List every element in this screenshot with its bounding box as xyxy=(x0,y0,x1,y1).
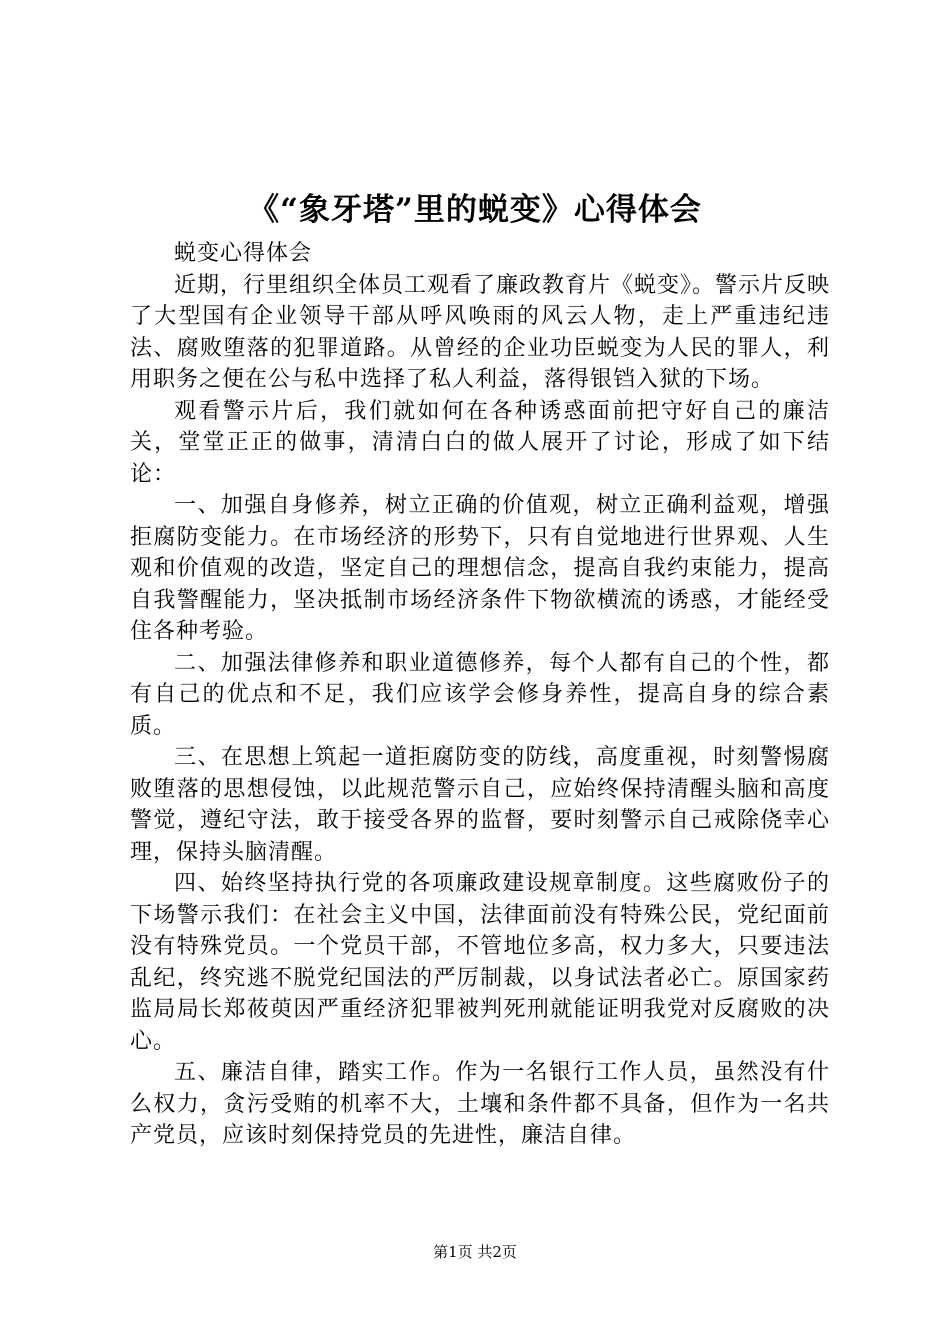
document-body xyxy=(130,238,830,1152)
paragraph-point-3: 三、在思想上筑起一道拒腐防变的防线，高度重视，时刻警惕腐败堕落的思想侵蚀，以此规范警示自己，应始终保持清醒头脑和高度警觉，遵纪守法，敢于接受各界的监督，要时刻警示自己戒除侥幸心理，保持头脑清醒。 xyxy=(130,745,830,865)
paragraph-point-4: 四、始终坚持执行党的各项廉政建设规章制度。这些腐败份子的下场警示我们：在社会主义中国，法律面前没有特殊公民，党纪面前没有特殊党员。一个党员干部，不管地位多高，权力多大，只要违法乱纪，终究逃不脱党纪国法的严厉制裁，以身试法者必亡。原国家药监局局长郑莜萸因严重经济犯罪被判死刑就能证明我党对反腐败的决心。 xyxy=(130,871,830,1054)
paragraph-point-2: 二、加强法律修养和职业道德修养，每个人都有自己的个性，都有自己的优点和不足，我们应该学会修身养性，提高自身的综合素质。 xyxy=(130,650,830,739)
paragraph-subtitle: 蜕变心得体会 xyxy=(174,241,313,266)
paragraph-intro: 近期，行里组织全体员工观看了廉政教育片《蜕变》。警示片反映了大型国有企业领导干部从呼风唤雨的风云人物，走上严重违纪违法、腐败堕落的犯罪道路。从曾经的企业功臣蜕变为人民的罪人，利用职务之便在公与私中选择了私人利益，落得银铛入狱的下场。 xyxy=(130,272,831,392)
paragraph-discussion: 观看警示片后，我们就如何在各种诱惑面前把守好自己的廉洁关，堂堂正正的做事，清清白白的做人展开了讨论，形成了如下结论： xyxy=(130,398,830,487)
paragraph-point-5: 五、廉洁自律，踏实工作。作为一名银行工作人员，虽然没有什么权力，贪污受贿的机率不大，土壤和条件都不具备，但作为一名共产党员，应该时刻保持党员的先进性，廉洁自律。 xyxy=(130,1060,830,1148)
document-title: 《“象牙塔”里的蜕变》心得体会 xyxy=(248,192,702,228)
page-number-footer: 第1页 共2页 xyxy=(433,1243,517,1261)
paragraph-point-1: 一、加强自身修养，树立正确的价值观，树立正确利益观，增强拒腐防变能力。在市场经济的形势下，只有自觉地进行世界观、人生观和价值观的改造，坚定自己的理想信念，提高自我约束能力，提高自我警醒能力，坚决抵制市场经济条件下物欲横流的诱惑，才能经受住各种考验。 xyxy=(130,493,830,644)
